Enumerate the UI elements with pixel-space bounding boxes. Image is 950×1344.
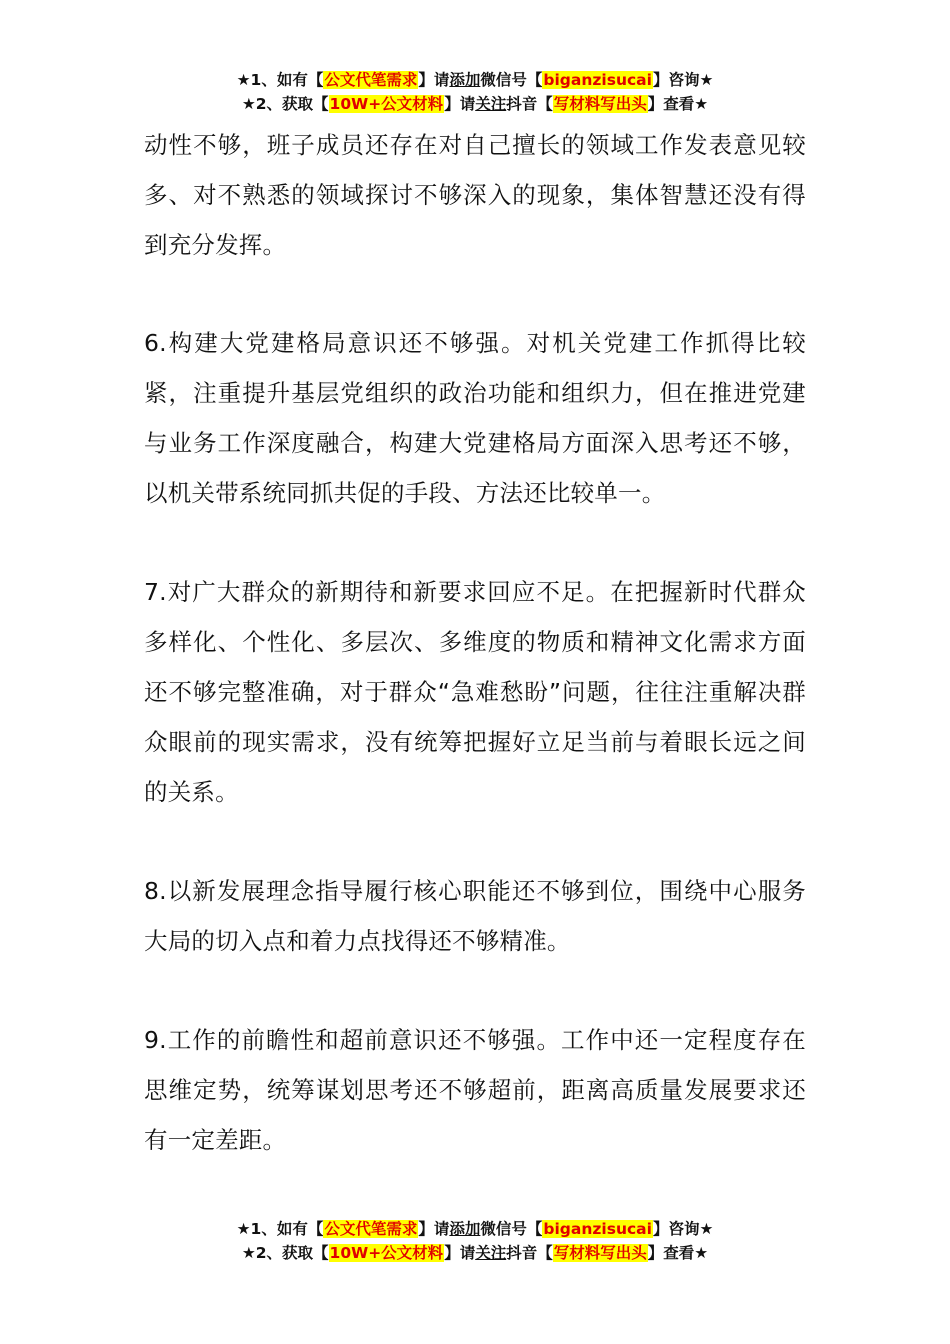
- promo-highlight-service: 公文代笔需求: [324, 71, 418, 89]
- promo-text: 】请: [444, 95, 476, 113]
- promo-highlight-douyin-account: 写材料写出头: [553, 95, 647, 113]
- paragraph-item-8: 8.以新发展理念指导履行核心职能还不够到位，围绕中心服务大局的切入点和着力点找得还不够精准。: [144, 877, 806, 955]
- promo-text: 抖音【: [506, 1244, 553, 1262]
- promo-text: ★1、如有【: [236, 1220, 324, 1238]
- promo-text: 】咨询★: [652, 71, 714, 89]
- promo-text: ★2、获取【: [241, 1244, 329, 1262]
- promo-highlight-wechat-id: biganzisucai: [543, 71, 652, 89]
- promo-text: 】请: [418, 71, 450, 89]
- promo-text: 】查看★: [647, 1244, 709, 1262]
- promo-header: [0, 68, 950, 116]
- paragraph-continuation: 动性不够，班子成员还存在对自己擅长的领域工作发表意见较多、对不熟悉的领域探讨不够深入的现象，集体智慧还没有得到充分发挥。: [144, 131, 806, 259]
- promo-underlined-text: 关注: [475, 1244, 507, 1262]
- promo-line-1: [0, 1217, 950, 1241]
- document-body: [144, 120, 806, 1214]
- promo-text: 】咨询★: [652, 1220, 714, 1238]
- promo-line-1: [0, 68, 950, 92]
- promo-underlined-text: 添加: [449, 71, 481, 89]
- promo-highlight-douyin-account: 写材料写出头: [553, 1244, 647, 1262]
- promo-underlined-text: 关注: [475, 95, 507, 113]
- paragraph-item-9: 9.工作的前瞻性和超前意识还不够强。工作中还一定程度存在思维定势，统筹谋划思考还不够超前，距离高质量发展要求还有一定差距。: [144, 1026, 806, 1154]
- promo-text: 微信号【: [480, 71, 543, 89]
- promo-highlight-service: 公文代笔需求: [324, 1220, 418, 1238]
- promo-text: 抖音【: [506, 95, 553, 113]
- promo-underlined-text: 添加: [449, 1220, 481, 1238]
- promo-text: ★2、获取【: [241, 95, 329, 113]
- promo-line-2: [0, 92, 950, 116]
- promo-footer: [0, 1217, 950, 1265]
- promo-highlight-materials: 10W+公文材料: [329, 95, 444, 113]
- promo-highlight-wechat-id: biganzisucai: [543, 1220, 652, 1238]
- paragraph-item-6: 6.构建大党建格局意识还不够强。对机关党建工作抓得比较紧，注重提升基层党组织的政治功能和组织力，但在推进党建与业务工作深度融合，构建大党建格局方面深入思考还不够，以机关带系统同抓共促的手段、方法还比较单一。: [144, 329, 806, 507]
- promo-text: 】请: [444, 1244, 476, 1262]
- promo-text: ★1、如有【: [236, 71, 324, 89]
- promo-text: 微信号【: [480, 1220, 543, 1238]
- promo-text: 】查看★: [647, 95, 709, 113]
- paragraph-item-7: 7.对广大群众的新期待和新要求回应不足。在把握新时代群众多样化、个性化、多层次、多维度的物质和精神文化需求方面还不够完整准确，对于群众“急难愁盼”问题，往往注重解决群众眼前的现实需求，没有统筹把握好立足当前与着眼长远之间的关系。: [144, 578, 806, 806]
- promo-line-2: [0, 1241, 950, 1265]
- promo-text: 】请: [418, 1220, 450, 1238]
- promo-highlight-materials: 10W+公文材料: [329, 1244, 444, 1262]
